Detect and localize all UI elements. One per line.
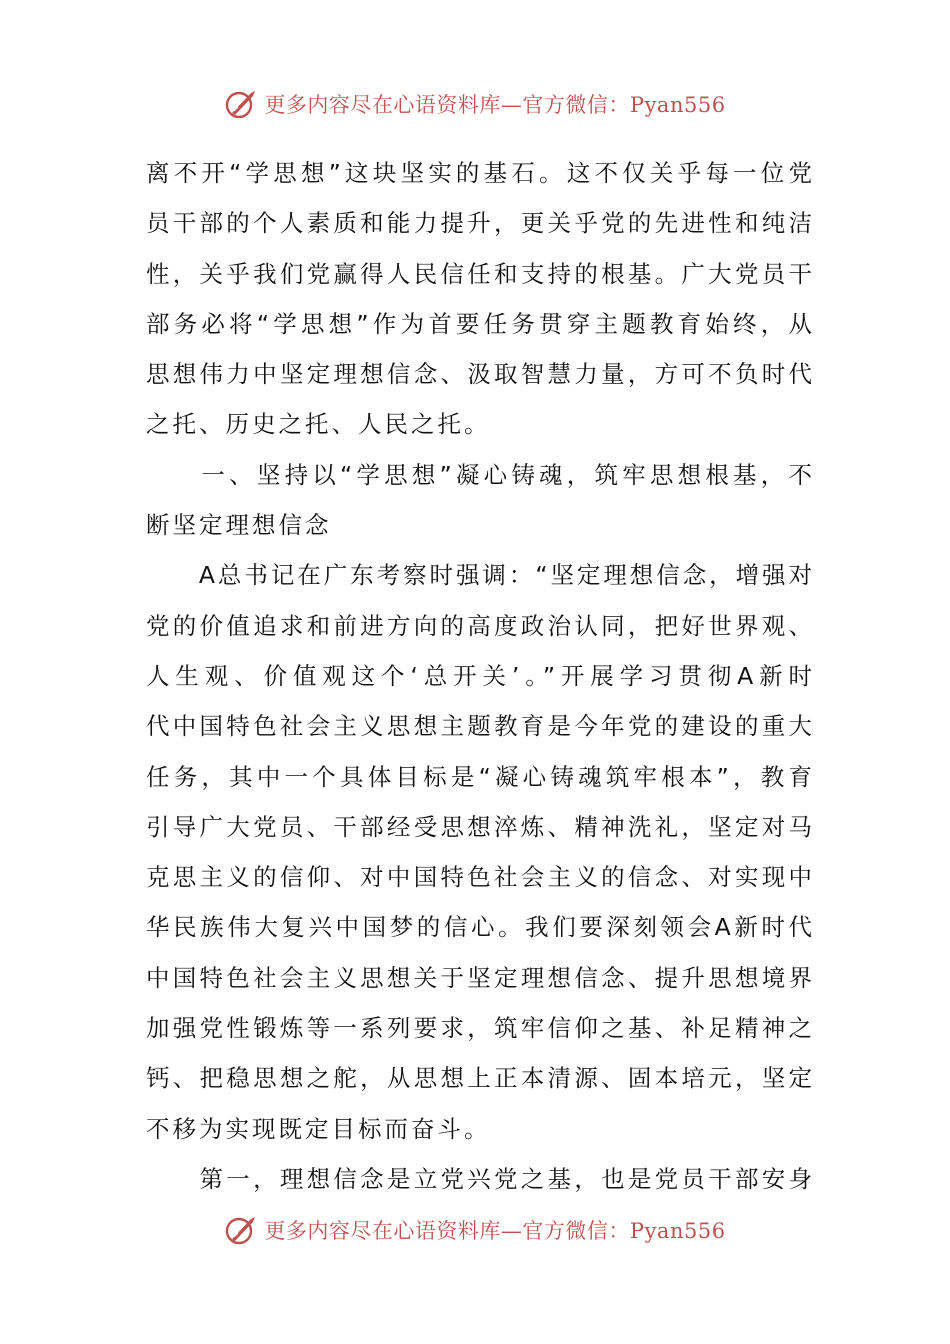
text-line: 代中国特色社会主义思想主题教育是今年党的建设的重大: [146, 712, 812, 741]
text-line: 克思主义的信仰、对中国特色社会主义的信念、对实现中: [146, 863, 812, 892]
text-line: 华民族伟大复兴中国梦的信心。我们要深刻领会A新时代: [146, 913, 812, 942]
text-line: 员干部的个人素质和能力提升，更关乎党的先进性和纯洁: [146, 209, 812, 238]
text-line: 任务，其中一个具体目标是“凝心铸魂筑牢根本”，教育: [146, 762, 812, 791]
header-watermark: [0, 84, 950, 124]
text-line: A总书记在广东考察时强调：“坚定理想信念，增强对: [146, 561, 812, 590]
quill-pen-logo: [224, 1213, 258, 1247]
text-line: 不移为实现既定目标而奋斗。: [146, 1114, 491, 1143]
text-line: 部务必将“学思想”作为首要任务贯穿主题教育始终，从: [146, 309, 812, 338]
text-line: 引导广大党员、干部经受思想淬炼、精神洗礼，坚定对马: [146, 812, 812, 841]
text-line: 性，关乎我们党赢得人民信任和支持的根基。广大党员干: [146, 259, 812, 288]
text-line: 加强党性锻炼等一系列要求，筑牢信仰之基、补足精神之: [146, 1014, 812, 1043]
text-line: 思想伟力中坚定理想信念、汲取智慧力量，方可不负时代: [146, 360, 812, 389]
text-line: 中国特色社会主义思想关于坚定理想信念、提升思想境界: [146, 963, 812, 992]
text-line: 断坚定理想信念: [146, 511, 332, 540]
text-line: 之托、历史之托、人民之托。: [146, 410, 491, 439]
text-line: 离不开“学思想”这块坚实的基石。这不仅关乎每一位党: [146, 159, 812, 187]
watermark-text: 更多内容尽在心语资料库—官方微信：Pyan556: [264, 1219, 726, 1243]
text-line: 一、坚持以“学思想”凝心铸魂，筑牢思想根基，不: [146, 460, 812, 489]
document-body: [146, 148, 812, 1204]
text-line: 党的价值追求和前进方向的高度政治认同，把好世界观、: [146, 611, 812, 640]
text-line: 第一，理想信念是立党兴党之基，也是党员干部安身: [146, 1164, 812, 1193]
text-line: 人生观、价值观这个‘总开关’。”开展学习贯彻A新时: [146, 661, 812, 690]
footer-watermark: [0, 1210, 950, 1250]
text-line: 钙、把稳思想之舵，从思想上正本清源、固本培元，坚定: [146, 1064, 812, 1093]
watermark-text: 更多内容尽在心语资料库—官方微信：Pyan556: [264, 93, 726, 117]
quill-pen-logo: [224, 87, 258, 121]
